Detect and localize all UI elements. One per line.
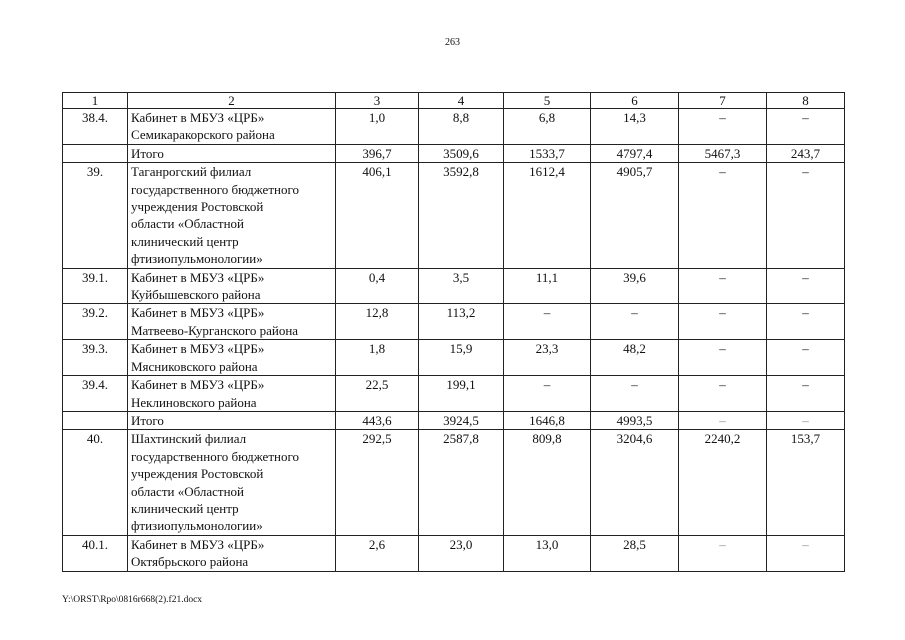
row-name-line: Октябрьского района [131,554,249,570]
value-cell: 28,5 [591,535,679,571]
value-cell: – [591,376,679,412]
value-cell: 3509,6 [419,144,504,162]
row-name-line: фтизиопульмонологии» [131,251,263,267]
table-row [63,163,845,268]
row-name-line: клинический центр [131,500,239,516]
value-cell: – [679,535,767,571]
value-cell: 3,5 [419,268,504,304]
value-cell: 1612,4 [504,163,591,268]
row-number-cell: 39.3. [63,340,128,376]
value-cell: 2,6 [336,535,419,571]
row-name-cell [128,304,336,340]
row-name-cell [128,535,336,571]
value-cell: – [767,340,845,376]
row-number-cell: 40. [63,430,128,535]
header-cell: 7 [679,93,767,109]
value-cell: – [767,411,845,429]
table-row [63,411,845,429]
value-cell: 13,0 [504,535,591,571]
footer-file-path: Y:\ORST\Rpo\0816r668(2).f21.docx [62,595,203,605]
value-cell: 6,8 [504,109,591,145]
value-cell: 1646,8 [504,411,591,429]
row-name-line: Таганрогский филиал [131,164,252,180]
row-name-line: клинический центр [131,233,239,249]
table-row [63,535,845,571]
row-number-cell: 39.2. [63,304,128,340]
table-row [63,109,845,145]
header-cell: 3 [336,93,419,109]
row-name-line: Итого [131,145,164,161]
value-cell: 15,9 [419,340,504,376]
value-cell: 2240,2 [679,430,767,535]
row-name-line: Кабинет в МБУЗ «ЦРБ» [131,536,265,552]
value-cell: 3204,6 [591,430,679,535]
value-cell: – [767,304,845,340]
row-name-line: Кабинет в МБУЗ «ЦРБ» [131,269,265,285]
table-header-row [63,93,845,109]
header-cell: 5 [504,93,591,109]
value-cell: 1,0 [336,109,419,145]
table-row [63,144,845,162]
row-name-cell [128,268,336,304]
value-cell: – [767,163,845,268]
table-row [63,268,845,304]
value-cell: 4993,5 [591,411,679,429]
row-name-cell [128,144,336,162]
value-cell: 3924,5 [419,411,504,429]
value-cell: – [591,304,679,340]
header-cell: 1 [63,93,128,109]
table-row [63,304,845,340]
row-number-cell [63,411,128,429]
row-name-line: Кабинет в МБУЗ «ЦРБ» [131,341,265,357]
value-cell: – [504,376,591,412]
data-table [62,92,845,572]
value-cell: – [679,376,767,412]
row-name-line: Куйбышевского района [131,287,261,303]
row-name-cell [128,163,336,268]
row-name-line: Семикаракорского района [131,127,275,143]
row-name-line: государственного бюджетного [131,448,299,464]
value-cell: – [679,268,767,304]
row-name-line: Кабинет в МБУЗ «ЦРБ» [131,110,265,125]
value-cell: – [767,376,845,412]
value-cell: 443,6 [336,411,419,429]
row-number-cell: 39.1. [63,268,128,304]
header-cell: 6 [591,93,679,109]
row-name-cell [128,430,336,535]
row-number-cell [63,144,128,162]
value-cell: 199,1 [419,376,504,412]
value-cell: 292,5 [336,430,419,535]
row-name-line: учреждения Ростовской [131,199,264,215]
value-cell: – [679,109,767,145]
value-cell: 22,5 [336,376,419,412]
value-cell: 113,2 [419,304,504,340]
value-cell: 1,8 [336,340,419,376]
value-cell: – [679,340,767,376]
row-name-cell [128,109,336,145]
row-name-line: Матвеево-Курганского района [131,322,299,338]
value-cell: 12,8 [336,304,419,340]
row-name-line: учреждения Ростовской [131,466,264,482]
table-row [63,430,845,535]
row-name-line: Кабинет в МБУЗ «ЦРБ» [131,377,265,393]
value-cell: 8,8 [419,109,504,145]
row-number-cell: 38.4. [63,109,128,145]
row-name-cell [128,340,336,376]
page-number: 263 [445,37,460,48]
value-cell: – [504,304,591,340]
value-cell: – [679,304,767,340]
table-row [63,376,845,412]
row-name-cell [128,411,336,429]
value-cell: 1533,7 [504,144,591,162]
value-cell: 406,1 [336,163,419,268]
value-cell: – [767,109,845,145]
header-cell: 2 [128,93,336,109]
value-cell: – [767,268,845,304]
value-cell: 14,3 [591,109,679,145]
row-number-cell: 39. [63,163,128,268]
row-number-cell: 39.4. [63,376,128,412]
value-cell: 5467,3 [679,144,767,162]
value-cell: 11,1 [504,268,591,304]
value-cell: 0,4 [336,268,419,304]
value-cell: 48,2 [591,340,679,376]
row-name-line: области «Областной [131,483,245,499]
row-name-line: Мясниковского района [131,358,258,374]
table-row [63,340,845,376]
value-cell: 243,7 [767,144,845,162]
value-cell: – [679,411,767,429]
row-number-cell: 40.1. [63,535,128,571]
row-name-line: Неклиновского района [131,394,257,410]
value-cell: 153,7 [767,430,845,535]
value-cell: 23,3 [504,340,591,376]
row-name-line: фтизиопульмонологии» [131,518,263,534]
row-name-line: государственного бюджетного [131,181,299,197]
value-cell: 396,7 [336,144,419,162]
value-cell: 809,8 [504,430,591,535]
value-cell: – [767,535,845,571]
value-cell: 39,6 [591,268,679,304]
row-name-line: области «Областной [131,216,245,232]
value-cell: 3592,8 [419,163,504,268]
header-cell: 4 [419,93,504,109]
value-cell: – [679,163,767,268]
row-name-line: Шахтинский филиал [131,431,247,447]
row-name-line: Кабинет в МБУЗ «ЦРБ» [131,305,265,321]
value-cell: 4905,7 [591,163,679,268]
value-cell: 2587,8 [419,430,504,535]
row-name-line: Итого [131,412,164,428]
value-cell: 4797,4 [591,144,679,162]
row-name-cell [128,376,336,412]
header-cell: 8 [767,93,845,109]
value-cell: 23,0 [419,535,504,571]
